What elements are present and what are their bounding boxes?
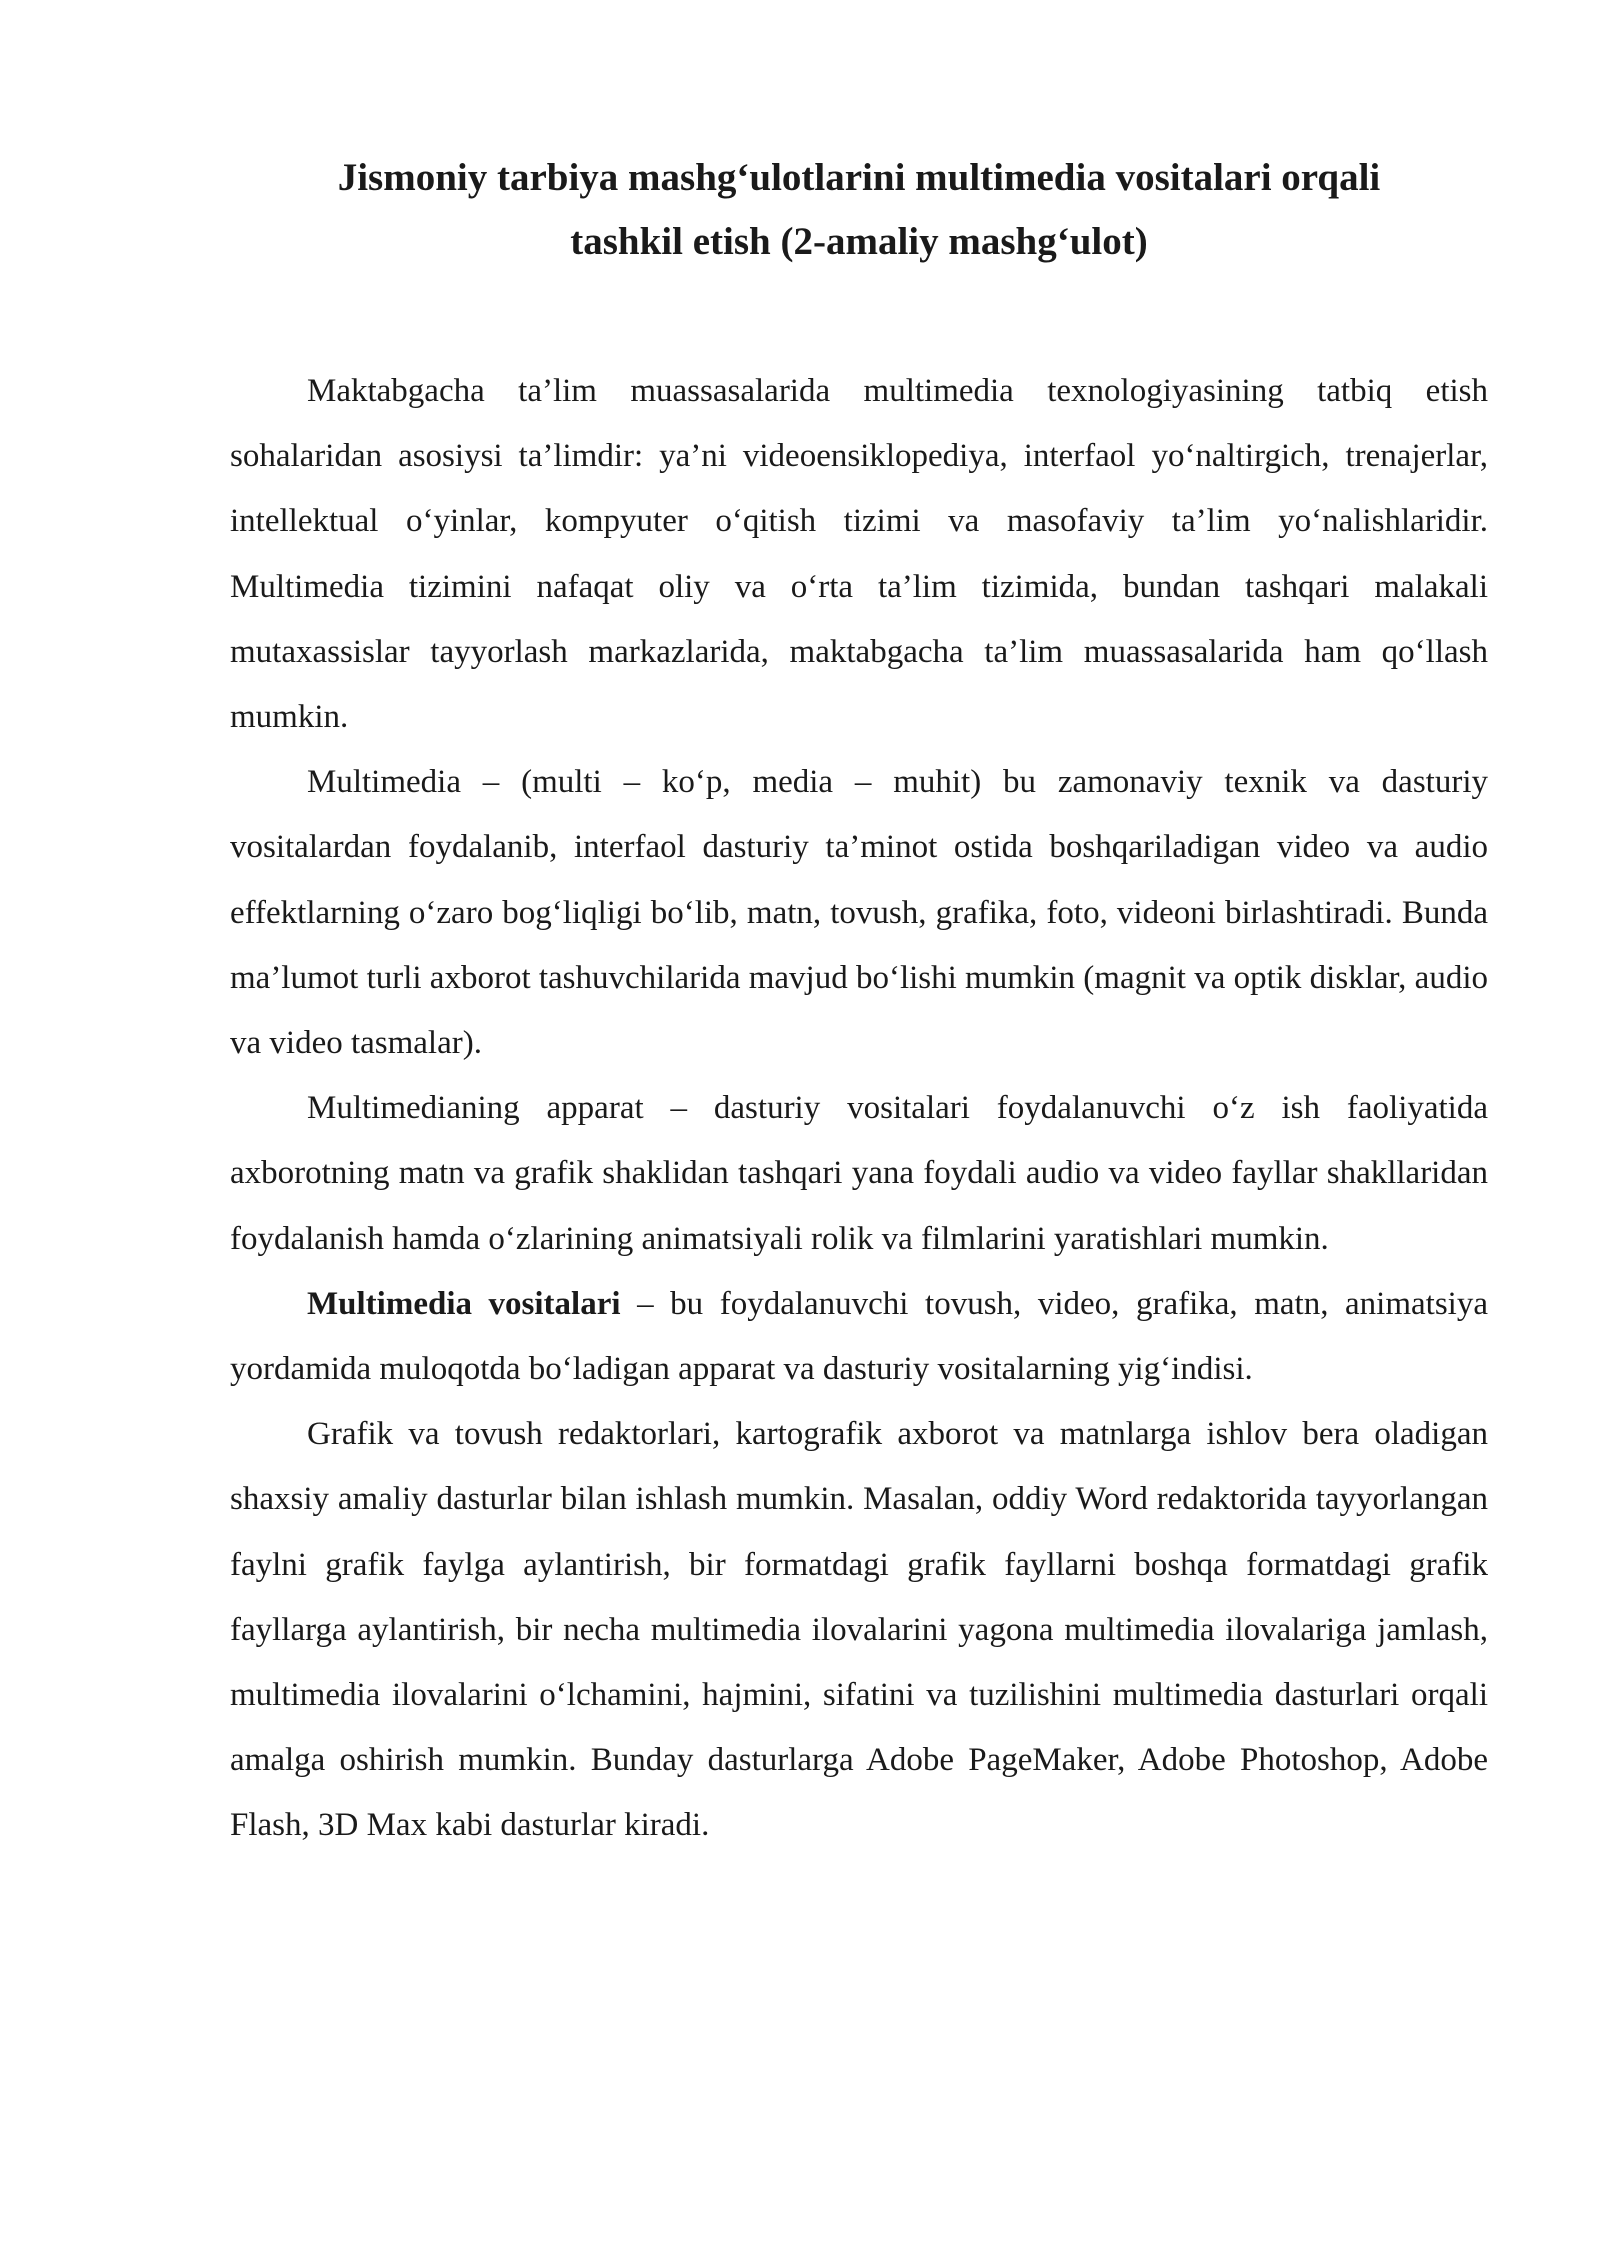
- paragraph-text: Grafik va tovush redaktorlari, kartografik axborot va matnlarga ishlov bera oladigan shaxsiy amaliy dasturlar bilan ishlash mumkin. Masalan, oddiy Word redaktorida tayyorlangan faylni grafik faylga aylantirish, bir formatdagi grafik fayllarni boshqa formatdagi grafik fayllarga aylantirish, bir necha multimedia ilovalarini yagona multimedia ilovalariga jamlash, multimedia ilovalarini o‘lchamini, hajmini, sifatini va tuzilishini multimedia dasturlari orqali amalga oshirish mumkin. Bunday dasturlarga Adobe PageMaker, Adobe Photoshop, Adobe Flash, 3D Max kabi dasturlar kiradi.: [230, 1416, 1488, 1844]
- paragraph-3: [230, 1076, 1488, 1272]
- title-line: Jismoniy tarbiya mashg‘ulotlarini multimedia vositalari orqali: [337, 156, 1381, 199]
- paragraph-4: [230, 1272, 1488, 1402]
- paragraph-1: [230, 359, 1488, 750]
- title-line: tashkil etish (2-amaliy mashg‘ulot): [570, 220, 1148, 263]
- paragraph-5: [230, 1402, 1488, 1858]
- paragraph-2: [230, 750, 1488, 1076]
- paragraph-text: – bu foydalanuvchi tovush, video, grafika, matn, animatsiya yordamida muloqotda bo‘ladigan apparat va dasturiy vositalarning yig‘indisi.: [230, 1285, 1488, 1388]
- paragraph-text: Multimedia – (multi – ko‘p, media – muhit) bu zamonaviy texnik va dasturiy vositalardan foydalanib, interfaol dasturiy ta’minot ostida boshqariladigan video va audio effektlarning o‘zaro bog‘liqligi bo‘lib, matn, tovush, grafika, foto, videoni birlashtiradi. Bunda ma’lumot turli axborot tashuvchilarida mavjud bo‘lishi mumkin (magnit va optik disklar, audio va video tasmalar).: [230, 764, 1488, 1062]
- paragraph-text: Maktabgacha ta’lim muassasalarida multimedia texnologiyasining tatbiq etish sohalaridan asosiysi ta’limdir: ya’ni videoensiklopediya, interfaol yo‘naltirgich, trenajerlar, intellektual o‘yinlar, kompyuter o‘qitish tizimi va masofaviy ta’lim yo‘nalishlaridir. Multimedia tizimini nafaqat oliy va o‘rta ta’lim tizimida, bundan tashqari malakali mutaxassislar tayyorlash markazlarida, maktabgacha ta’lim muassasalarida ham qo‘llash mumkin.: [230, 373, 1488, 736]
- bold-term: Multimedia vositalari: [307, 1285, 621, 1322]
- paragraph-text: Multimedianing apparat – dasturiy vositalari foydalanuvchi o‘z ish faoliyatida axborotning matn va grafik shaklidan tashqari yana foydali audio va video fayllar shakllaridan foydalanish hamda o‘zlarining animatsiyali rolik va filmlarini yaratishlari mumkin.: [230, 1090, 1488, 1257]
- document-body: [230, 359, 1488, 1859]
- document-title: [230, 146, 1488, 274]
